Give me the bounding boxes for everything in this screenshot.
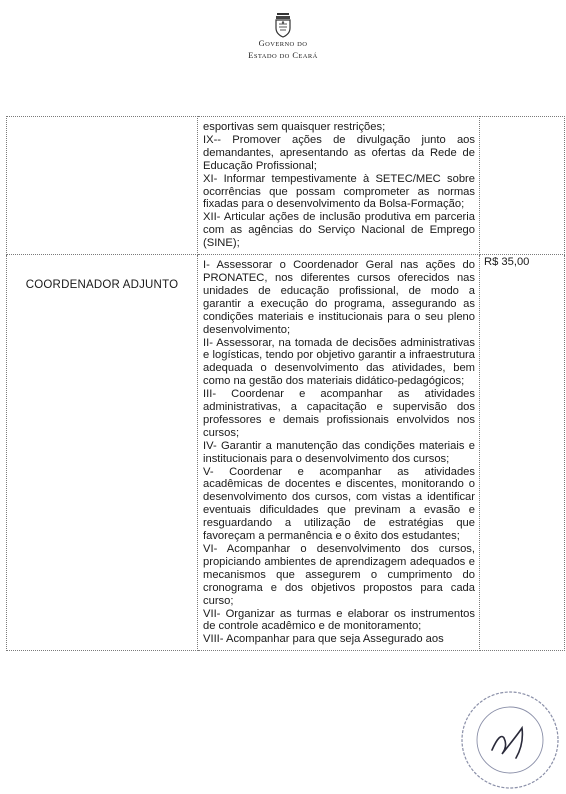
duty-item: VII- Organizar as turmas e elaborar os instrumentos de controle acadêmico e de monitoramento; xyxy=(203,607,475,633)
duty-item: XI- Informar tempestivamente à SETEC/MEC sobre ocorrências que possam comprometer as normas fixadas para o desenvolvimento da Bolsa-Formação; xyxy=(203,172,475,211)
government-line xyxy=(0,38,566,50)
header-cap: G xyxy=(258,38,266,48)
document-header xyxy=(0,12,566,62)
duty-item: I- Assessorar o Coordenador Geral nas ações do PRONATEC, nos diferentes cursos oferecidos nas unidades de educação profissional, de modo a garantir a execução do programa, assegurando as condições materiais e institucionais para o seu pleno desenvolvimento; xyxy=(203,259,475,336)
header-small: DO xyxy=(279,53,290,60)
role-cell xyxy=(7,117,198,255)
duty-item: II- Assessorar, na tomada de decisões administrativas e logísticas, tendo por objetivo garantir a infraestrutura adequada o desenvolvimento das atividades, bem como na gestão dos materiais didático-pedagógicos; xyxy=(203,336,475,388)
header-word: OVERNO xyxy=(265,41,295,48)
duty-item: XII- Articular ações de inclusão produtiva em parceria com as agências do Serviço Nacional de Emprego (SINE); xyxy=(203,211,475,250)
value-cell xyxy=(480,117,565,255)
header-word: EARÁ xyxy=(298,53,318,60)
duty-item: VI- Acompanhar o desenvolvimento dos cursos, propiciando ambientes de aprendizagem adequados e mecanismos que assegurem o cumprimento do cronograma e dos objetivos propostos para cada curso; xyxy=(203,543,475,607)
state-crest-icon xyxy=(273,12,293,38)
header-cap: E xyxy=(248,50,254,60)
role-title: COORDENADOR ADJUNTO xyxy=(25,279,179,292)
table-row xyxy=(7,117,565,255)
duties-table xyxy=(6,116,565,651)
header-word: STADO xyxy=(253,53,278,60)
table-row xyxy=(7,255,565,651)
duties-cell xyxy=(198,117,480,255)
duty-item: V- Coordenar e acompanhar as atividades acadêmicas de docentes e discentes, monitorando o desenvolvimento dos cursos, com vistas a identificar eventuais dificuldades que previnam a evasão e resguardando a utilização de estratégias que favoreçam a permanência e o êxito dos estudantes; xyxy=(203,465,475,543)
duty-item: esportivas sem quaisquer restrições; xyxy=(203,121,386,133)
duty-item: IX-- Promover ações de divulgação junto aos demandantes, apresentando as ofertas da Rede de Educação Profissional; xyxy=(203,133,475,172)
header-small: DO xyxy=(297,41,308,48)
duty-item: IV- Garantir a manutenção das condições materiais e institucionais para o desenvolvimento dos cursos; xyxy=(203,439,475,465)
value-cell xyxy=(480,255,565,651)
header-cap: C xyxy=(292,50,299,60)
state-line xyxy=(0,50,566,62)
seal-stamp-icon xyxy=(458,688,562,792)
price-value: R$ 35,00 xyxy=(484,256,530,269)
duty-item: III- Coordenar e acompanhar as atividades administrativas, a capacitação e supervisão dos professores e demais profissionais envolvidos nos cursos; xyxy=(203,388,475,439)
duties-cell xyxy=(198,255,480,651)
role-cell xyxy=(7,255,198,651)
duty-item: VIII- Acompanhar para que seja Assegurado aos xyxy=(203,633,444,646)
